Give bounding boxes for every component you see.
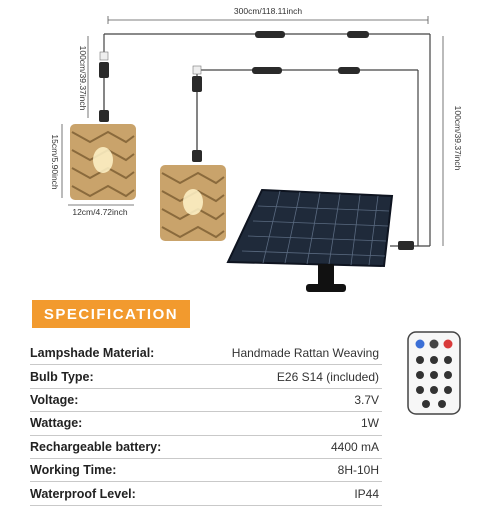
cable-connector — [338, 67, 360, 74]
spec-value: 4400 mA — [330, 439, 379, 454]
cable-length-label: 300cm/118.11inch — [233, 6, 303, 16]
spec-value: IP44 — [354, 486, 379, 501]
pendant-lamp-icon — [160, 66, 226, 241]
spec-label: Working Time: — [30, 463, 117, 478]
spec-row-working-time — [30, 459, 382, 482]
spec-row-voltage — [30, 389, 382, 412]
cable-connector — [255, 31, 285, 38]
cable-connector — [252, 67, 282, 74]
pendant-cord-label: 100cm/39.37inch — [78, 45, 88, 111]
spec-label: Waterproof Level: — [30, 486, 136, 501]
solar-panel-icon — [228, 190, 392, 292]
spec-value: Handmade Rattan Weaving — [231, 346, 379, 361]
spec-row-wattage — [30, 412, 382, 435]
spec-value: 8H-10H — [337, 463, 379, 478]
spec-value: 3.7V — [354, 392, 379, 407]
spec-row-waterproof — [30, 482, 382, 505]
spec-row-bulb — [30, 365, 382, 388]
shade-width-label: 12cm/4.72inch — [72, 207, 128, 217]
spec-value: 1W — [361, 416, 379, 431]
cable-connector — [347, 31, 369, 38]
panel-connector — [398, 241, 414, 250]
spec-value: E26 S14 (included) — [276, 369, 379, 384]
shade-height-label: 15cm/5.90inch — [50, 134, 60, 190]
spec-label: Bulb Type: — [30, 369, 94, 384]
spec-row-battery — [30, 436, 382, 459]
spec-label: Lampshade Material: — [30, 346, 155, 361]
spec-label: Voltage: — [30, 392, 79, 407]
panel-cord-label: 100cm/39.37inch — [453, 105, 463, 171]
spec-row-lampshade — [30, 342, 382, 365]
spec-label: Rechargeable battery: — [30, 439, 162, 454]
remote-control-icon — [404, 330, 464, 416]
specification-banner: SPECIFICATION — [32, 300, 190, 328]
specification-table — [30, 342, 382, 506]
spec-label: Wattage: — [30, 416, 83, 431]
